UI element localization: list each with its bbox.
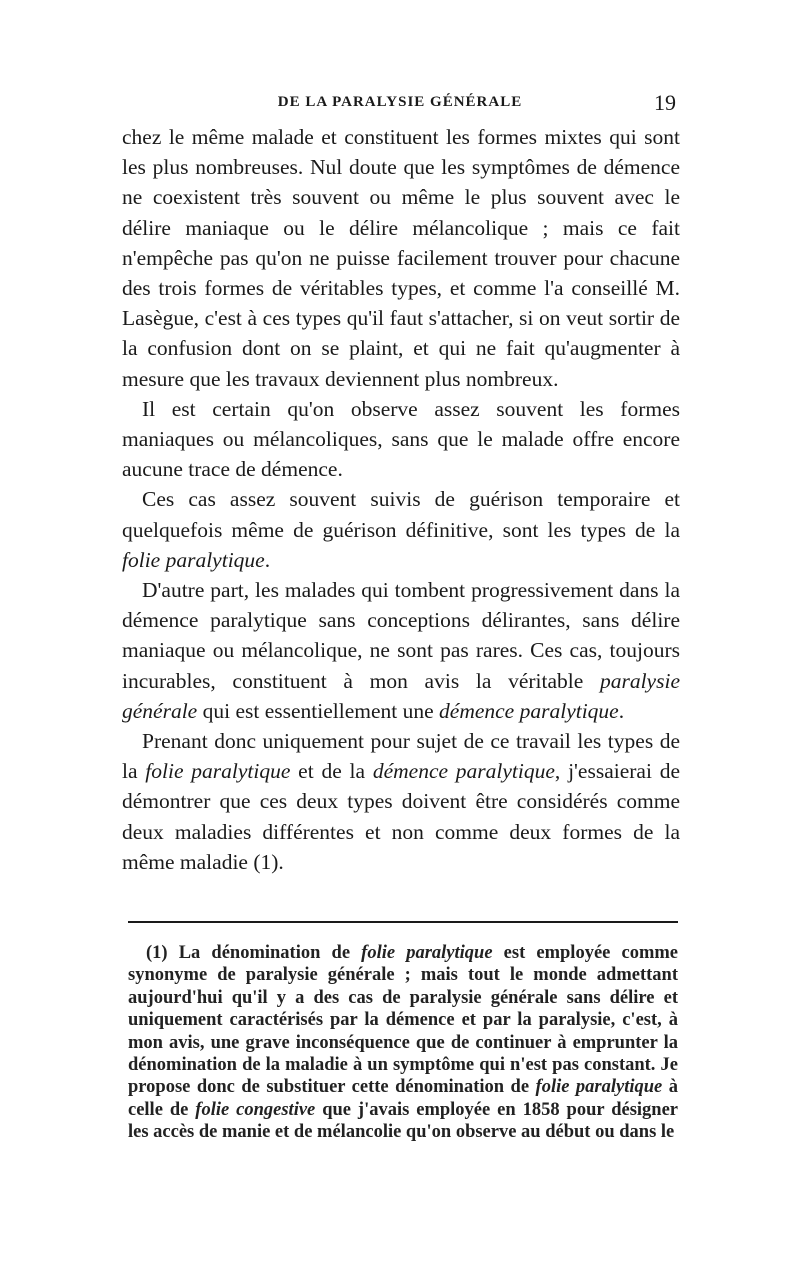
page-number: 19 — [654, 90, 676, 115]
term-paralysie-generale: paralysie générale — [122, 668, 680, 723]
footnote-text-mid-2: à celle de — [128, 1077, 678, 1120]
footnote-term-1: folie paralytique — [361, 943, 493, 963]
footnote-text-end: que j'avais employée en 1858 pour désigner les accès de manie et de mélancolie qu'on observe au début ou dans le — [128, 1099, 678, 1143]
paragraph-3 — [122, 484, 680, 575]
footnote-term-3: folie congestive — [195, 1099, 316, 1120]
footnote-1 — [128, 942, 678, 1144]
running-title: DE LA PARALYSIE GÉNÉRALE — [277, 94, 523, 110]
paragraph-1-text: chez le même malade et constituent les formes mixtes qui sont les plus nombreuses. Nul doute que les symptômes de démence ne coexistent très souvent ou même le plus souvent avec le délire maniaque ou le délire mélancolique ; mais ce fait n'empêche pas qu'on ne puisse facilement trouver pour chacune des trois formes de véritables types, et comme l'a conseillé M. Lasègue, c'est à ces types qu'il faut s'attacher, si on veut sortir de la confusion dont on se plaint, et qui ne fait qu'augmenter à mesure que les travaux deviennent plus nombreux. — [122, 125, 680, 391]
paragraph-4 — [122, 575, 680, 726]
paragraph-2 — [122, 394, 680, 485]
paragraph-5 — [122, 726, 680, 877]
paragraph-4-end: . — [618, 698, 625, 723]
paragraph-4-mid: qui est essentiellement une — [197, 698, 440, 723]
paragraph-5-mid: et de la — [290, 759, 373, 784]
paragraph-2-text: Il est certain qu'on observe assez souvent les formes maniaques ou mélancoliques, sans que le malade offre encore aucune trace de démence. — [122, 396, 680, 482]
paragraph-5-text: Prenant donc uniquement pour sujet de ce travail les types de la — [122, 729, 680, 784]
term-folie-paralytique-2: folie paralytique — [145, 759, 291, 784]
footnote-term-2: folie paralytique — [535, 1077, 663, 1098]
paragraph-5-end: , j'essaierai de démontrer que ces deux types doivent être considérés comme deux maladies différentes et non comme deux formes de la même maladie (1). — [122, 759, 680, 874]
term-folie-paralytique: folie paralytique — [122, 547, 265, 572]
footnote — [128, 942, 678, 1144]
term-demence-paralytique: démence paralytique — [439, 698, 619, 723]
footnote-separator — [128, 921, 678, 923]
footnote-text-start: (1) La dénomination de — [146, 943, 362, 963]
main-text — [122, 122, 680, 877]
paragraph-3-end: . — [264, 547, 271, 572]
page-header — [120, 92, 680, 116]
footnote-text-mid-1: est employée comme synonyme de paralysie générale ; mais tout le monde admettant aujourd'hui qu'il y a des cas de paralysie générale sans délire et uniquement caractérisés par la démence et par la paralysie, c'est, à mon avis, une grave inconséquence que de continuer à emprunter la dénomination de la maladie à un symptôme qui n'est pas constant. Je propose donc de substituer cette dénomination de — [128, 943, 678, 1098]
term-demence-paralytique-2: démence paralytique — [372, 759, 555, 784]
paragraph-4-text: D'autre part, les malades qui tombent progressivement dans la démence paralytique sans conceptions délirantes, sans délire maniaque ou mélancolique, ne sont pas rares. Ces cas, toujours incurables, constituent à mon avis la véritable — [122, 578, 680, 693]
paragraph-3-text: Ces cas assez souvent suivis de guérison temporaire et quelquefois même de guérison définitive, sont les types de la — [122, 487, 680, 542]
paragraph-1 — [122, 122, 680, 394]
